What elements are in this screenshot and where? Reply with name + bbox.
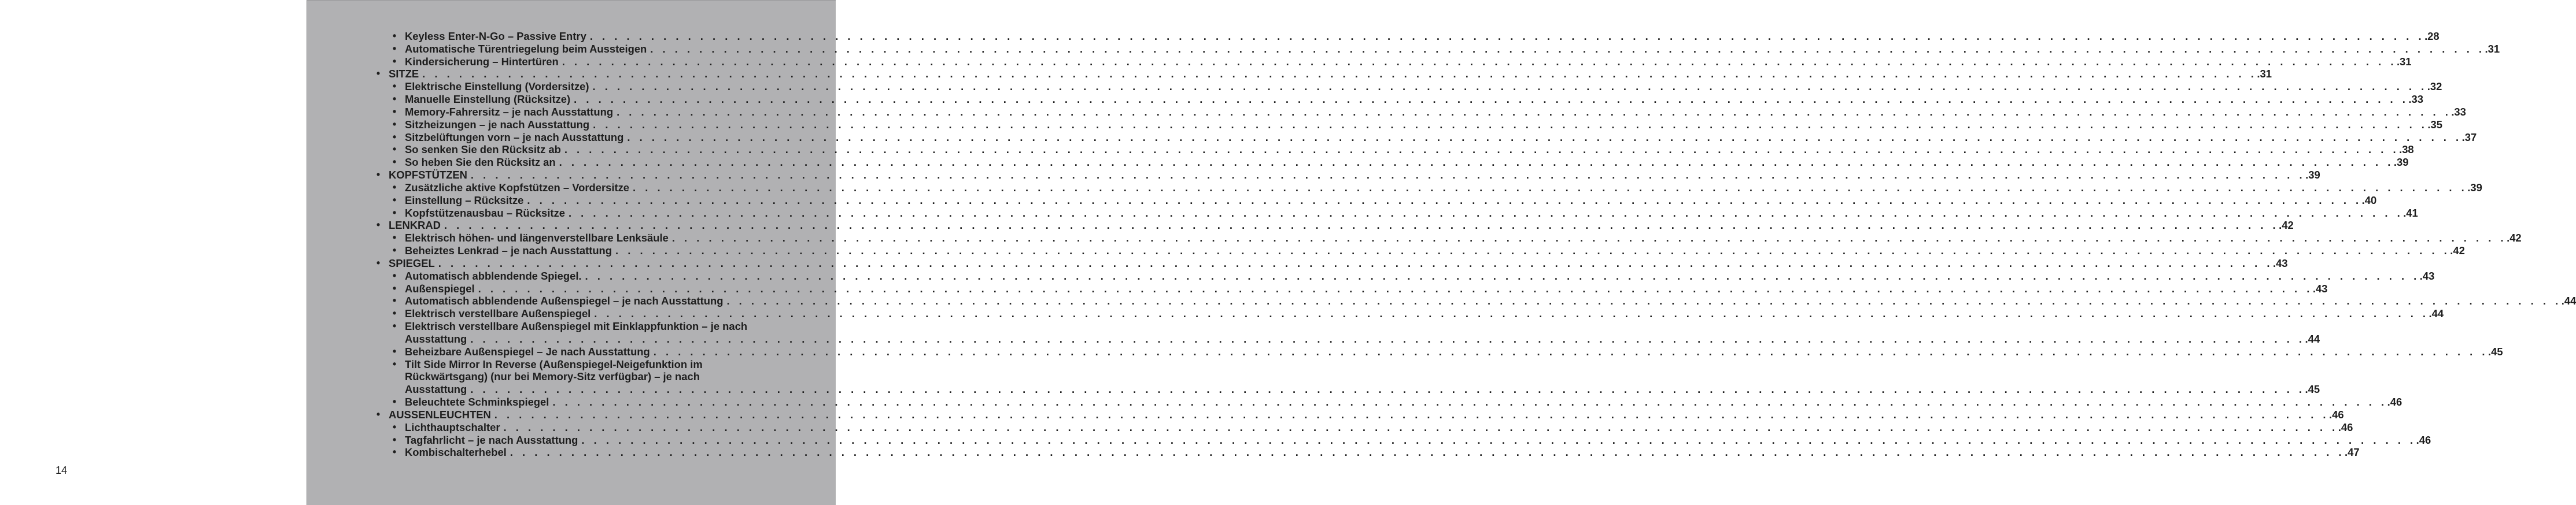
toc-subentry[interactable]	[307, 42, 2500, 55]
toc-entry-title: Elektrisch verstellbare Außenspiegel	[405, 307, 591, 320]
toc-entry-body	[405, 232, 2522, 244]
toc-subentry[interactable]	[307, 345, 2503, 358]
toc-subentry[interactable]	[307, 320, 836, 333]
bullet-icon: •	[392, 320, 397, 332]
toc-entry-title: So heben Sie den Rücksitz an	[405, 156, 556, 169]
toc-entry-title: Einstellung – Rücksitze	[405, 194, 524, 206]
bullet-icon: •	[392, 446, 397, 458]
toc-entry-title: Elektrische Einstellung (Vordersitze)	[405, 80, 589, 93]
toc-entry-page: .39	[2467, 181, 2482, 194]
toc-entry-body	[405, 244, 2465, 257]
toc-entry-page: .42	[2279, 219, 2294, 232]
toc-entry-body	[405, 55, 2412, 68]
bullet-icon: •	[392, 42, 397, 54]
toc-entry-page: .46	[2387, 396, 2402, 409]
dot-leader: . . . . . . . . . . . . . . . . . . . . . . . . . . . . . . . . . . . . . . . . . . . . . . . . . . . . . . . . . . . . . . . . . . . . . . . . . . . . . . . . . . . . . . . . . . . . . . . . . . . . . . . . . . . . . . . . . . . . . . . . . . . . . . . . . . . . . . . . . . . . . . . . . . . . . .	[494, 408, 2330, 421]
toc-subentry[interactable]	[307, 55, 2412, 68]
bullet-icon: •	[392, 93, 397, 105]
dot-leader: . . . . . . . . . . . . . . . . . . . . . . . . . . . . . . . . . . . . . . . . . . . . . . . . . . . . . . . . . . . . . . . . . . . . . . . . . . . . . . . . . . . . . . . . . . . . . . . . . . . . . . . . . . . . . . . . . . . . . . . . . . . . . . . . . . . . . . . . . . . . . . . . . . . . . .	[470, 332, 2305, 345]
bullet-icon: •	[392, 358, 397, 370]
toc-entry-title: Automatisch abblendende Außenspiegel – je nach Ausstattung	[405, 295, 724, 307]
toc-subentry[interactable]	[307, 295, 2576, 307]
dot-leader: . . . . . . . . . . . . . . . . . . . . . . . . . . . . . . . . . . . . . . . . . . . . . . . . . . . . . . . . . . . . . . . . . . . . . . . . . . . . . . . . . . . . . . . . . . . . . . . . . . . . . . . . . . . . . . . . . . . . . . . . . . . . . . . . . . . . . . . . . . . . . . . . . . . . . .	[564, 143, 2400, 156]
toc-subentry[interactable]	[307, 244, 2465, 257]
toc-entry-body	[405, 370, 755, 383]
toc-entry-title: Memory-Fahrersitz – je nach Ausstattung	[405, 105, 614, 118]
toc-entry-title: Tagfahrlicht – je nach Ausstattung	[405, 433, 578, 446]
toc-entry-page: .46	[2338, 421, 2353, 433]
dot-leader: . . . . . . . . . . . . . . . . . . . . . . . . . . . . . . . . . . . . . . . . . . . . . . . . . . . . . . . . . . . . . . . . . . . . . . . . . . . . . . . . . . . . . . . . . . . . . . . . . . . . . . . . . . . . . . . . . . . . . . . . . . . . . . . . . . . . . . . . . . . . . . . . . . . . . .	[592, 80, 2427, 93]
toc-entry-body	[405, 181, 2482, 194]
toc-entry-page: .45	[2488, 345, 2503, 358]
toc-entry-title: Elektrisch verstellbare Außenspiegel mit Einklappfunktion – je nach	[405, 320, 748, 333]
page-number: 14	[56, 465, 68, 476]
dot-leader: . . . . . . . . . . . . . . . . . . . . . . . . . . . . . . . . . . . . . . . . . . . . . . . . . . . . . . . . . . . . . . . . . . . . . . . . . . . . . . . . . . . . . . . . . . . . . . . . . . . . . . . . . . . . . . . . . . . . . . . . . . . . . . . . . . . . . . . . . . . . . . . . . . . . . .	[726, 295, 2562, 307]
dot-leader: . . . . . . . . . . . . . . . . . . . . . . . . . . . . . . . . . . . . . . . . . . . . . . . . . . . . . . . . . . . . . . . . . . . . . . . . . . . . . . . . . . . . . . . . . . . . . . . . . . . . . . . . . . . . . . . . . . . . . . . . . . . . . . . . . . . . . . . . . . . . . . . . . . . . . .	[552, 396, 2387, 409]
dot-leader: . . . . . . . . . . . . . . . . . . . . . . . . . . . . . . . . . . . . . . . . . . . . . . . . . . . . . . . . . . . . . . . . . . . . . . . . . . . . . . . . . . . . . . . . . . . . . . . . . . . . . . . . . . . . . . . . . . . . . . . . . . . . . . . . . . . . . . . . . . . . . . . . . . . . . .	[633, 181, 2468, 194]
bullet-icon: •	[392, 206, 397, 218]
toc-subentry[interactable]	[307, 206, 2418, 220]
toc-entry-page: .33	[2408, 93, 2423, 106]
dot-leader: . . . . . . . . . . . . . . . . . . . . . . . . . . . . . . . . . . . . . . . . . . . . . . . . . . . . . . . . . . . . . . . . . . . . . . . . . . . . . . . . . . . . . . . . . . . . . . . . . . . . . . . . . . . . . . . . . . . . . . . . . . . . . . . . . . . . . . . . . . . . . . . . . . . . . .	[594, 307, 2429, 320]
toc-entry-page: .41	[2403, 206, 2418, 219]
toc-entry-title: Manuelle Einstellung (Rücksitze)	[405, 93, 571, 106]
toc-entry-page: .31	[2257, 68, 2272, 80]
toc-entry-title: Elektrisch höhen- und längenverstellbare Lenksäule	[405, 232, 669, 244]
dot-leader: . . . . . . . . . . . . . . . . . . . . . . . . . . . . . . . . . . . . . . . . . . . . . . . . . . . . . . . . . . . . . . . . . . . . . . . . . . . . . . . . . . . . . . . . . . . . . . . . . . . . . . . . . . . . . . . . . . . . . . . . . . . . . . . . . . . . . . . . . . . . . . . . . . . . . .	[627, 131, 2462, 143]
toc-entry-page: .31	[2485, 42, 2500, 55]
toc-entry-page: .37	[2461, 131, 2477, 143]
bullet-icon: •	[392, 156, 397, 168]
toc-entry-page: .42	[2450, 244, 2465, 257]
toc-entry-title: Zusätzliche aktive Kopfstützen – Vordersitze	[405, 181, 629, 194]
bullet-icon: •	[392, 295, 397, 307]
toc-entry-page: .47	[2345, 446, 2360, 459]
toc-entry-body	[405, 295, 2576, 307]
toc-subentry[interactable]	[307, 446, 2360, 459]
toc-entry-title: Beleuchtete Schminkspiegel	[405, 396, 549, 409]
bullet-icon: •	[392, 307, 397, 320]
toc-subentry[interactable]	[307, 93, 2423, 106]
dot-leader: . . . . . . . . . . . . . . . . . . . . . . . . . . . . . . . . . . . . . . . . . . . . . . . . . . . . . . . . . . . . . . . . . . . . . . . . . . . . . . . . . . . . . . . . . . . . . . . . . . . . . . . . . . . . . . . . . . . . . . . . . . . . . . . . . . . . . . . . . . . . . . . . . . . . . .	[503, 421, 2338, 433]
toc-entry-title: Außenspiegel	[405, 282, 475, 295]
toc-entry-body	[405, 383, 2320, 396]
toc-entry-page: .40	[2361, 194, 2377, 206]
toc-entry-title: SITZE	[389, 68, 419, 80]
toc-entry-page: .45	[2305, 383, 2320, 396]
toc-entry-body	[405, 307, 2444, 320]
toc-entry-title: Ausstattung	[405, 383, 467, 396]
toc-entry-title: Beheizbare Außenspiegel – Je nach Ausstattung	[405, 345, 650, 358]
dot-leader: . . . . . . . . . . . . . . . . . . . . . . . . . . . . . . . . . . . . . . . . . . . . . . . . . . . . . . . . . . . . . . . . . . . . . . . . . . . . . . . . . . . . . . . . . . . . . . . . . . . . . . . . . . . . . . . . . . . . . . . . . . . . . . . . . . . . . . . . . . . . . . . . . . . . . .	[574, 93, 2409, 106]
toc-entry-body	[405, 320, 755, 333]
toc-entry-page: .44	[2429, 307, 2444, 320]
toc-entry-page: .43	[2272, 257, 2288, 269]
dot-leader: . . . . . . . . . . . . . . . . . . . . . . . . . . . . . . . . . . . . . . . . . . . . . . . . . . . . . . . . . . . . . . . . . . . . . . . . . . . . . . . . . . . . . . . . . . . . . . . . . . . . . . . . . . . . . . . . . . . . . . . . . . . . . . . . . . . . . . . . . . . . . . . . . . . . . .	[422, 68, 2257, 80]
toc-entry-body	[389, 219, 2294, 232]
toc-entry-body	[405, 206, 2418, 220]
toc-section-entry[interactable]	[307, 408, 2344, 421]
toc-subentry[interactable]	[307, 80, 2442, 93]
toc-entry-title: LENKRAD	[389, 219, 441, 232]
dot-leader: . . . . . . . . . . . . . . . . . . . . . . . . . . . . . . . . . . . . . . . . . . . . . . . . . . . . . . . . . . . . . . . . . . . . . . . . . . . . . . . . . . . . . . . . . . . . . . . . . . . . . . . . . . . . . . . . . . . . . . . . . . . . . . . . . . . . . . . . . . . . . . . . . . . . . .	[527, 194, 2362, 206]
toc-entry-page: .46	[2329, 408, 2344, 421]
bullet-icon: •	[392, 143, 397, 155]
toc-entry-body	[389, 169, 2320, 181]
toc-entry-page: .38	[2399, 143, 2414, 156]
dot-leader: . . . . . . . . . . . . . . . . . . . . . . . . . . . . . . . . . . . . . . . . . . . . . . . . . . . . . . . . . . . . . . . . . . . . . . . . . . . . . . . . . . . . . . . . . . . . . . . . . . . . . . . . . . . . . . . . . . . . . . . . . . . . . . . . . . . . . . . . . . . . . . . . . . . . . .	[470, 169, 2306, 181]
dot-leader: . . . . . . . . . . . . . . . . . . . . . . . . . . . . . . . . . . . . . . . . . . . . . . . . . . . . . . . . . . . . . . . . . . . . . . . . . . . . . . . . . . . . . . . . . . . . . . . . . . . . . . . . . . . . . . . . . . . . . . . . . . . . . . . . . . . . . . . . . . . . . . . . . . . . . .	[593, 118, 2428, 131]
dot-leader: . . . . . . . . . . . . . . . . . . . . . . . . . . . . . . . . . . . . . . . . . . . . . . . . . . . . . . . . . . . . . . . . . . . . . . . . . . . . . . . . . . . . . . . . . . . . . . . . . . . . . . . . . . . . . . . . . . . . . . . . . . . . . . . . . . . . . . . . . . . . . . . . . . . . . .	[585, 269, 2420, 282]
toc-entry-title: Sitzheizungen – je nach Ausstattung	[405, 118, 590, 131]
dot-leader: . . . . . . . . . . . . . . . . . . . . . . . . . . . . . . . . . . . . . . . . . . . . . . . . . . . . . . . . . . . . . . . . . . . . . . . . . . . . . . . . . . . . . . . . . . . . . . . . . . . . . . . . . . . . . . . . . . . . . . . . . . . . . . . . . . . . . . . . . . . . . . . . . . . . . .	[581, 433, 2416, 446]
bullet-icon: •	[392, 282, 397, 294]
toc-entry-title: Automatische Türentriegelung beim Aussteigen	[405, 42, 647, 55]
toc-subentry[interactable]	[307, 433, 2431, 447]
toc-entry-title: Kopfstützenausbau – Rücksitze	[405, 206, 565, 219]
dot-leader: . . . . . . . . . . . . . . . . . . . . . . . . . . . . . . . . . . . . . . . . . . . . . . . . . . . . . . . . . . . . . . . . . . . . . . . . . . . . . . . . . . . . . . . . . . . . . . . . . . . . . . . . . . . . . . . . . . . . . . . . . . . . . . . . . . . . . . . . . . . . . . . . . . . . . .	[653, 345, 2489, 358]
toc-entry-body	[405, 396, 2402, 409]
toc-subentry[interactable]	[307, 118, 2442, 131]
toc-entry-body	[405, 282, 2328, 295]
toc-subentry[interactable]	[307, 232, 2522, 244]
toc-entry-body	[405, 358, 755, 371]
toc-entry-title: Sitzbelüftungen vorn – je nach Ausstattung	[405, 131, 624, 143]
toc-entry-title: AUSSENLEUCHTEN	[389, 408, 491, 421]
toc-subentry[interactable]	[307, 358, 836, 371]
toc-subentry[interactable]	[307, 396, 2402, 409]
toc-subentry[interactable]	[307, 370, 836, 383]
bullet-icon: •	[376, 408, 381, 420]
bullet-icon: •	[392, 194, 397, 206]
dot-leader: . . . . . . . . . . . . . . . . . . . . . . . . . . . . . . . . . . . . . . . . . . . . . . . . . . . . . . . . . . . . . . . . . . . . . . . . . . . . . . . . . . . . . . . . . . . . . . . . . . . . . . . . . . . . . . . . . . . . . . . . . . . . . . . . . . . . . . . . . . . . . . . . . . . . . .	[617, 105, 2452, 118]
table-of-contents-panel	[307, 0, 2576, 505]
toc-entry-page: .39	[2393, 156, 2409, 169]
toc-entry-body	[405, 30, 2440, 43]
dot-leader: . . . . . . . . . . . . . . . . . . . . . . . . . . . . . . . . . . . . . . . . . . . . . . . . . . . . . . . . . . . . . . . . . . . . . . . . . . . . . . . . . . . . . . . . . . . . . . . . . . . . . . . . . . . . . . . . . . . . . . . . . . . . . . . . . . . . . . . . . . . . . . . . . . . . . .	[671, 232, 2507, 244]
bullet-icon: •	[392, 181, 397, 193]
bullet-icon: •	[392, 118, 397, 130]
toc-entry-title: Keyless Enter-N-Go – Passive Entry	[405, 30, 586, 42]
toc-subentry[interactable]	[307, 269, 2435, 283]
toc-entry-body	[405, 194, 2377, 207]
toc-entry-body	[405, 143, 2414, 156]
toc-entry-title: Kombischalterhebel	[405, 446, 507, 459]
bullet-icon: •	[392, 421, 397, 433]
toc-subentry[interactable]	[307, 307, 2444, 320]
toc-entry-page: .28	[2424, 30, 2440, 42]
toc-entry-page: .31	[2396, 55, 2412, 68]
dot-leader: . . . . . . . . . . . . . . . . . . . . . . . . . . . . . . . . . . . . . . . . . . . . . . . . . . . . . . . . . . . . . . . . . . . . . . . . . . . . . . . . . . . . . . . . . . . . . . . . . . . . . . . . . . . . . . . . . . . . . . . . . . . . . . . . . . . . . . . . . . . . . . . . . . . . . .	[478, 282, 2313, 295]
toc-entry-page: .44	[2561, 295, 2576, 307]
toc-entry-page: .39	[2305, 169, 2320, 181]
toc-subentry[interactable]	[307, 156, 2409, 169]
toc-entry-body	[405, 118, 2442, 131]
dot-leader: . . . . . . . . . . . . . . . . . . . . . . . . . . . . . . . . . . . . . . . . . . . . . . . . . . . . . . . . . . . . . . . . . . . . . . . . . . . . . . . . . . . . . . . . . . . . . . . . . . . . . . . . . . . . . . . . . . . . . . . . . . . . . . . . . . . . . . . . . . . . . . . . . . . . . .	[438, 257, 2273, 269]
dot-leader: . . . . . . . . . . . . . . . . . . . . . . . . . . . . . . . . . . . . . . . . . . . . . . . . . . . . . . . . . . . . . . . . . . . . . . . . . . . . . . . . . . . . . . . . . . . . . . . . . . . . . . . . . . . . . . . . . . . . . . . . . . . . . . . . . . . . . . . . . . . . . . . . . . . . . .	[559, 156, 2394, 169]
toc-entry-body	[405, 42, 2500, 55]
toc-entry-page: .42	[2507, 232, 2522, 244]
toc-entry-page: .35	[2427, 118, 2442, 131]
toc-entry-title: Ausstattung	[405, 332, 467, 345]
toc-entry-body	[405, 269, 2435, 283]
toc-section-entry[interactable]	[307, 68, 2272, 80]
toc-entry-body	[405, 421, 2353, 434]
dot-leader: . . . . . . . . . . . . . . . . . . . . . . . . . . . . . . . . . . . . . . . . . . . . . . . . . . . . . . . . . . . . . . . . . . . . . . . . . . . . . . . . . . . . . . . . . . . . . . . . . . . . . . . . . . . . . . . . . . . . . . . . . . . . . . . . . . . . . . . . . . . . . . . . . . . . . .	[444, 219, 2279, 232]
toc-entry-title: KOPFSTÜTZEN	[389, 169, 467, 181]
bullet-icon: •	[392, 269, 397, 281]
bullet-icon: •	[376, 68, 381, 80]
toc-subentry[interactable]	[307, 383, 2320, 396]
toc-list	[307, 30, 2576, 459]
toc-subentry[interactable]	[307, 105, 2466, 118]
bullet-icon: •	[376, 169, 381, 181]
bullet-icon: •	[392, 396, 397, 408]
toc-subentry[interactable]	[307, 181, 2482, 194]
toc-subentry[interactable]	[307, 194, 2377, 207]
toc-entry-body	[405, 345, 2503, 358]
dot-leader: . . . . . . . . . . . . . . . . . . . . . . . . . . . . . . . . . . . . . . . . . . . . . . . . . . . . . . . . . . . . . . . . . . . . . . . . . . . . . . . . . . . . . . . . . . . . . . . . . . . . . . . . . . . . . . . . . . . . . . . . . . . . . . . . . . . . . . . . . . . . . . . . . . . . . .	[568, 206, 2404, 219]
toc-section-entry[interactable]	[307, 257, 2288, 270]
dot-leader: . . . . . . . . . . . . . . . . . . . . . . . . . . . . . . . . . . . . . . . . . . . . . . . . . . . . . . . . . . . . . . . . . . . . . . . . . . . . . . . . . . . . . . . . . . . . . . . . . . . . . . . . . . . . . . . . . . . . . . . . . . . . . . . . . . . . . . . . . . . . . . . . . . . . . .	[589, 30, 2425, 42]
toc-subentry[interactable]	[307, 282, 2328, 295]
toc-subentry[interactable]	[307, 131, 2477, 144]
dot-leader: . . . . . . . . . . . . . . . . . . . . . . . . . . . . . . . . . . . . . . . . . . . . . . . . . . . . . . . . . . . . . . . . . . . . . . . . . . . . . . . . . . . . . . . . . . . . . . . . . . . . . . . . . . . . . . . . . . . . . . . . . . . . . . . . . . . . . . . . . . . . . . . . . . . . . .	[510, 446, 2345, 459]
toc-entry-title: SPIEGEL	[389, 257, 435, 269]
toc-entry-page: .33	[2451, 105, 2466, 118]
toc-entry-page: .32	[2427, 80, 2442, 93]
toc-entry-page: .43	[2419, 269, 2435, 282]
toc-entry-page: .46	[2416, 433, 2431, 446]
bullet-icon: •	[392, 345, 397, 357]
dot-leader: . . . . . . . . . . . . . . . . . . . . . . . . . . . . . . . . . . . . . . . . . . . . . . . . . . . . . . . . . . . . . . . . . . . . . . . . . . . . . . . . . . . . . . . . . . . . . . . . . . . . . . . . . . . . . . . . . . . . . . . . . . . . . . . . . . . . . . . . . . . . . . . . . . . . . .	[470, 383, 2305, 396]
toc-entry-body	[405, 156, 2409, 169]
toc-entry-body	[405, 80, 2442, 93]
toc-entry-body	[389, 68, 2272, 80]
toc-entry-title: Lichthauptschalter	[405, 421, 500, 433]
dot-leader: . . . . . . . . . . . . . . . . . . . . . . . . . . . . . . . . . . . . . . . . . . . . . . . . . . . . . . . . . . . . . . . . . . . . . . . . . . . . . . . . . . . . . . . . . . . . . . . . . . . . . . . . . . . . . . . . . . . . . . . . . . . . . . . . . . . . . . . . . . . . . . . . . . . . . .	[562, 55, 2397, 68]
toc-subentry[interactable]	[307, 143, 2414, 156]
toc-entry-title: So senken Sie den Rücksitz ab	[405, 143, 561, 156]
toc-entry-body	[405, 131, 2477, 144]
bullet-icon: •	[392, 30, 397, 42]
bullet-icon: •	[392, 55, 397, 67]
toc-entry-body	[405, 332, 2320, 346]
toc-subentry[interactable]	[307, 332, 2320, 346]
toc-entry-body	[405, 446, 2360, 459]
toc-subentry[interactable]	[307, 30, 2440, 43]
bullet-icon: •	[376, 257, 381, 269]
toc-entry-title: Rückwärtsgang) (nur bei Memory-Sitz verfügbar) – je nach	[405, 370, 700, 383]
toc-entry-title: Kindersicherung – Hintertüren	[405, 55, 559, 68]
bullet-icon: •	[376, 219, 381, 231]
toc-entry-body	[389, 408, 2344, 421]
dot-leader: . . . . . . . . . . . . . . . . . . . . . . . . . . . . . . . . . . . . . . . . . . . . . . . . . . . . . . . . . . . . . . . . . . . . . . . . . . . . . . . . . . . . . . . . . . . . . . . . . . . . . . . . . . . . . . . . . . . . . . . . . . . . . . . . . . . . . . . . . . . . . . . . . . . . . .	[650, 42, 2485, 55]
toc-entry-title: Tilt Side Mirror In Reverse (Außenspiegel-Neigefunktion im	[405, 358, 703, 370]
bullet-icon: •	[392, 433, 397, 445]
toc-entry-page: .44	[2305, 332, 2320, 345]
toc-entry-page: .43	[2312, 282, 2328, 295]
bullet-icon: •	[392, 131, 397, 143]
bullet-icon: •	[392, 244, 397, 257]
bullet-icon: •	[392, 105, 397, 117]
toc-entry-body	[389, 257, 2288, 270]
toc-entry-title: Beheiztes Lenkrad – je nach Ausstattung	[405, 244, 612, 257]
toc-entry-body	[405, 93, 2423, 106]
toc-section-entry[interactable]	[307, 169, 2320, 181]
toc-entry-body	[405, 105, 2466, 118]
toc-subentry[interactable]	[307, 421, 2353, 434]
toc-entry-body	[405, 433, 2431, 447]
dot-leader: . . . . . . . . . . . . . . . . . . . . . . . . . . . . . . . . . . . . . . . . . . . . . . . . . . . . . . . . . . . . . . . . . . . . . . . . . . . . . . . . . . . . . . . . . . . . . . . . . . . . . . . . . . . . . . . . . . . . . . . . . . . . . . . . . . . . . . . . . . . . . . . . . . . . . .	[615, 244, 2450, 257]
toc-entry-title: Automatisch abblendende Spiegel.	[405, 269, 582, 282]
bullet-icon: •	[392, 80, 397, 92]
bullet-icon: •	[392, 232, 397, 244]
toc-section-entry[interactable]	[307, 219, 2294, 232]
